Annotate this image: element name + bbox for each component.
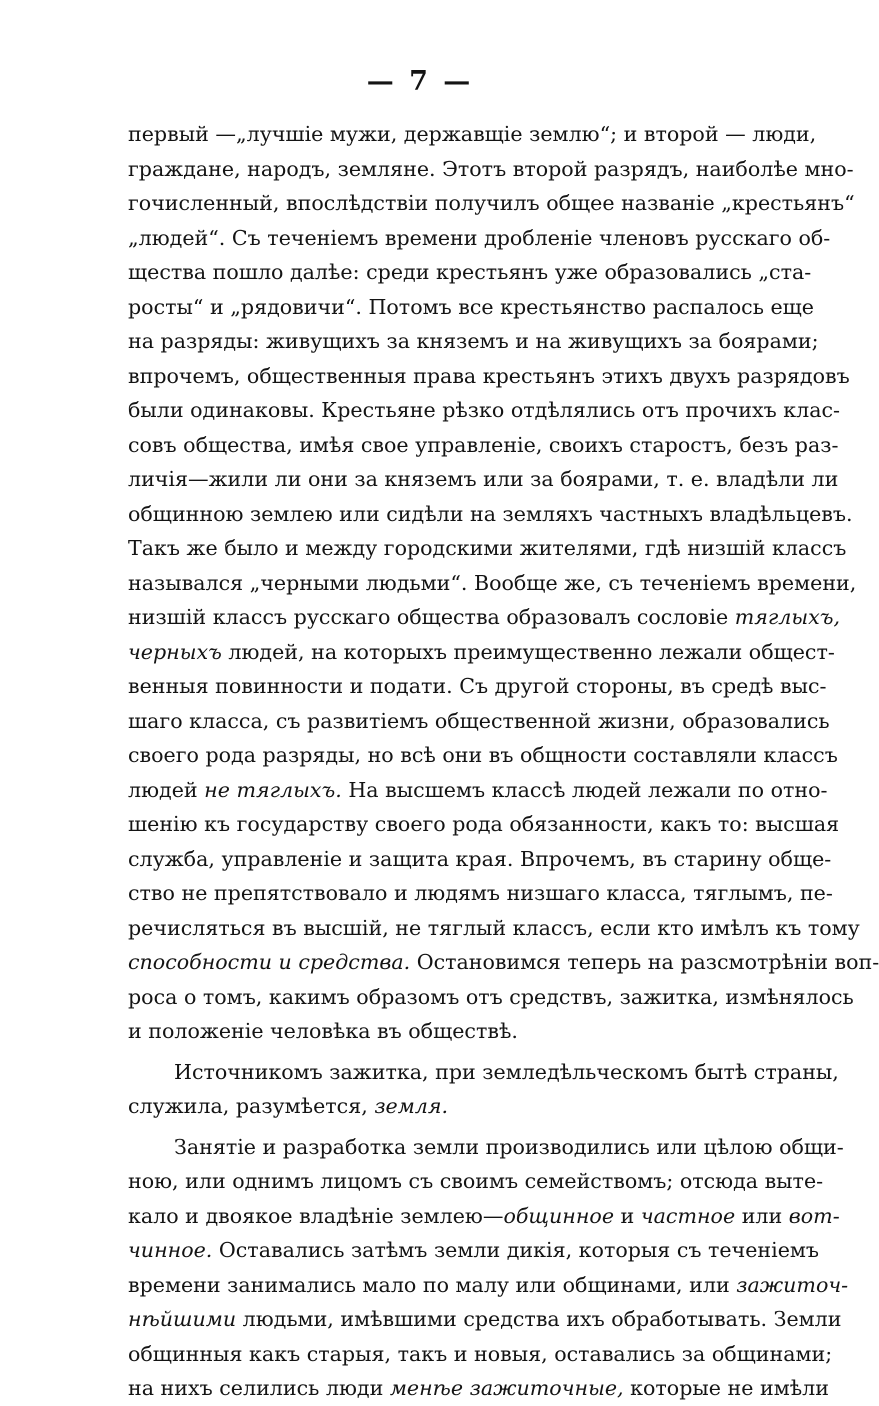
text-span: Занятіе и разработка земли производились или цѣлою общи- <box>174 1134 844 1159</box>
text-span: щества пошло далѣе: среди крестьянъ уже образовались „ста- <box>128 260 812 284</box>
text-span: и <box>614 1203 641 1228</box>
text-span: служила, разумѣется, <box>128 1094 375 1118</box>
text-span: общинныя какъ старыя, такъ и новыя, оставались за общинами; <box>128 1341 833 1366</box>
text-span: Источникомъ зажитка, при земледѣльческомъ бытѣ страны, <box>174 1059 839 1084</box>
text-line <box>128 428 839 463</box>
text-span: и положеніе человѣка въ обществѣ. <box>128 1019 518 1043</box>
italic-span: не тяглыхъ. <box>204 777 342 802</box>
text-span: совъ общества, имѣя свое управленіе, своихъ старостъ, безъ раз- <box>128 432 839 457</box>
text-line <box>128 945 879 980</box>
page-number: — 7 — <box>366 66 474 97</box>
text-line <box>128 980 854 1015</box>
text-span: Остановимся теперь на разсмотрѣніи воп- <box>410 950 879 974</box>
italic-span: тяглыхъ, <box>734 605 841 629</box>
text-line <box>128 876 833 911</box>
text-span: которые не имѣли <box>623 1376 829 1400</box>
text-line <box>128 117 817 152</box>
text-span: венныя повинности и подати. Съ другой стороны, въ средѣ выс- <box>128 674 827 698</box>
text-span: назывался „черными людьми“. Вообще же, съ теченіемъ времени, <box>128 570 857 595</box>
text-span: впрочемъ, общественныя права крестьянъ этихъ двухъ разрядовъ <box>128 363 850 388</box>
text-line <box>128 773 828 808</box>
text-span: людей <box>128 777 205 802</box>
text-line <box>128 842 832 877</box>
text-line <box>128 1014 766 1049</box>
text-line <box>128 1268 849 1303</box>
text-span: первый —„лучшіе мужи, державщіе землю“; и второй — люди, <box>128 122 817 146</box>
text-line <box>128 635 835 670</box>
italic-span: чинное. <box>128 1238 213 1262</box>
text-line <box>128 324 819 359</box>
italic-span: черныхъ <box>128 639 222 664</box>
text-span: граждане, народъ, земляне. Этотъ второй разрядъ, наиболѣе мно- <box>128 156 854 181</box>
text-line <box>128 1233 820 1268</box>
text-span: На высшемъ классѣ людей лежали по отно- <box>341 777 828 802</box>
text-line <box>128 1371 829 1406</box>
text-span: общинною землею или сидѣли на земляхъ частныхъ владѣльцевъ. <box>128 501 853 526</box>
italic-span: вот- <box>788 1203 840 1228</box>
text-body <box>128 117 879 1406</box>
text-line <box>128 393 840 428</box>
italic-span: менѣе зажиточные, <box>389 1376 624 1400</box>
text-span: на разряды: живущихъ за княземъ и на живущихъ за боярами; <box>128 329 819 353</box>
text-span: ство не препятствовало и людямъ низшаго класса, тяглымъ, пе- <box>128 881 833 905</box>
text-span: Такъ же было и между городскими жителями, гдѣ низшій классъ <box>128 536 847 560</box>
text-span: кало и двоякое владѣніе землею— <box>128 1203 504 1228</box>
text-line <box>128 738 838 773</box>
italic-span: зажиточ- <box>736 1272 849 1297</box>
text-span: „людей“. Съ теченіемъ времени дробленіе членовъ русскаго об- <box>128 225 831 250</box>
text-line <box>128 255 812 290</box>
text-line <box>128 152 854 187</box>
text-line <box>128 1164 824 1199</box>
text-span: речисляться въ высшій, не тяглый классъ, если кто имѣлъ къ тому <box>128 915 860 940</box>
text-line <box>128 566 857 601</box>
text-span: служба, управленіе и защита края. Впрочемъ, въ старину обще- <box>128 846 832 871</box>
text-line <box>128 1130 844 1165</box>
text-line <box>128 221 831 256</box>
text-line <box>128 186 855 221</box>
text-span: были одинаковы. Крестьяне рѣзко отдѣлялись отъ прочихъ клас- <box>128 398 840 422</box>
text-line <box>128 359 850 394</box>
text-line <box>128 1055 839 1090</box>
italic-span: способности и средства. <box>128 950 411 974</box>
text-span: или <box>735 1203 789 1228</box>
text-span: шенію къ государству своего рода обязанности, какъ то: высшая <box>128 812 840 836</box>
text-span: на нихъ селились люди <box>128 1376 390 1400</box>
text-span: людьми, имѣвшими средства ихъ обработывать. Земли <box>236 1307 842 1331</box>
text-span: низшій классъ русскаго общества образовалъ сословіе <box>128 605 735 629</box>
text-line <box>128 290 814 325</box>
italic-span: общинное <box>503 1203 615 1228</box>
italic-span: нѣйшими <box>128 1307 237 1331</box>
text-span: росты“ и „рядовичи“. Потомъ все крестьянство распалось еще <box>128 294 814 319</box>
text-line <box>128 600 841 635</box>
text-line <box>128 1089 766 1124</box>
text-line <box>128 1199 840 1234</box>
text-span: времени занимались мало по малу или общинами, или <box>128 1272 737 1297</box>
text-line <box>128 462 839 497</box>
text-line <box>128 704 830 739</box>
text-line <box>128 531 847 566</box>
text-line <box>128 669 827 704</box>
italic-span: частное <box>640 1203 736 1228</box>
text-line <box>128 911 860 946</box>
text-span: людей, на которыхъ преимущественно лежали общест- <box>221 639 835 664</box>
text-span: шаго класса, съ развитіемъ общественной жизни, образовались <box>128 708 830 733</box>
text-span: ною, или однимъ лицомъ съ своимъ семействомъ; отсюда выте- <box>128 1169 824 1193</box>
text-line <box>128 807 840 842</box>
text-span: личія—жили ли они за княземъ или за боярами, т. е. владѣли ли <box>128 467 839 491</box>
text-span: гочисленный, впослѣдствіи получилъ общее названіе „крестьянъ“ <box>128 191 855 215</box>
text-line <box>128 1337 833 1372</box>
text-span: роса о томъ, какимъ образомъ отъ средствъ, зажитка, измѣнялось <box>128 984 854 1009</box>
text-span: Оставались затѣмъ земли дикія, которыя съ теченіемъ <box>212 1238 820 1262</box>
italic-span: земля. <box>374 1094 449 1118</box>
text-line <box>128 497 853 532</box>
text-line <box>128 1302 842 1337</box>
text-span: своего рода разряды, но всѣ они въ общности составляли классъ <box>128 743 838 767</box>
